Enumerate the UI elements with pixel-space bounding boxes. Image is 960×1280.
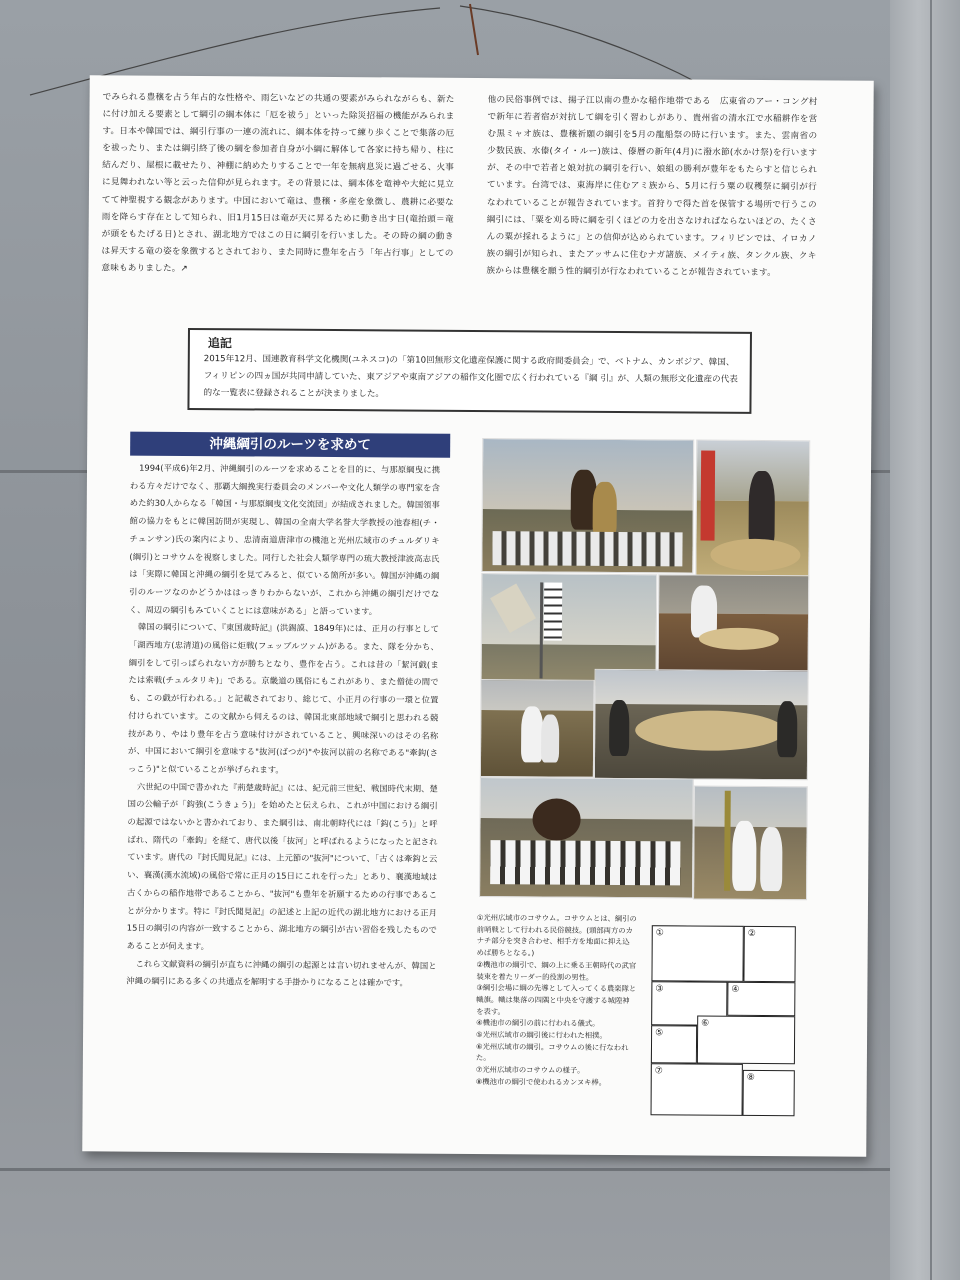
article-paragraph: 1994(平成6)年2月、沖縄綱引のルーツを求めることを目的に、与那原綱曳に携わる方々だけでなく、那覇大綱挽実行委員会のメンバーや文化人類学の専門家を含めた約30人からなる「韓国・与那原綱曳文化交流団」が結成されました。韓国領事館の協力をもとに韓国訪問が実現し、韓国の全南大学名誉大学教授の池春相(チ・チュンサン)氏の案内により、忠清南道唐津市の機池と光州広域市のチュルダリキ(綱引)とコサウムを視察しました。同行した社会人類学専門の琉大教授津波高志氏は「実際に韓国と沖縄の綱引を見てみると、似ている箇所が多い。韓国が沖縄の綱引のルーツなのかどうかははっきりわからないが、これから沖縄の綱引だけでなく、周辺の綱引もみていくことには意味がある」と語っています。	[129, 462, 441, 616]
article-paragraph: 韓国の綱引について、『東国歳時記』(洪錫謨、1849年)には、正月の行事として「湖西地方(忠清道)の風俗に炬戦(フェッブルツァム)がある。また、隊を分かち、綱引をして引っぱられない方が勝ちとなり、豊作を占う。これは昔の「絜河戯(または索戦(チュルタリキ)」である。京畿道の風俗にもこれがあり、また僧徒の間でも、この戯が行われる。」と記載されており、総じて、小正月の行事の一環と位置付けられています。この文献から伺えるのは、韓国北東部地域で綱引と思われる競技があり、やはり豊年を占う意味付けがされていること、興味深いのはその名称が、中国において綱引を意味する"抜河(ばつが)"や抜河以前の名称である"牽鈎(さっこう)"と似ていることが挙げられます。	[127, 621, 439, 775]
top-right-paragraph: 他の民俗事例では、揚子江以南の豊かな稲作地帯である 広東省のアー・コング村で新年に若者宿が対抗して綱を引く習わしがあり、貴州省の清水江で水稲耕作を営む黒ミャオ族は、豊穣祈願の綱引を5月の龍船祭の時に行います。また、雲南省の少数民族、水傣(タイ・ルー)族は、傣暦の新年(4月)に潑水節(水かけ祭)を行いますが、その中で若者と娘対抗の綱引を行い、娘組の勝利が豊年をもたらすと信じられています。台湾では、東海岸に住むアミ族から、5月に行う粟の収穫祭に綱引が行なわれていることが報告されています。首狩りで得た首を保管する場所で行うこの綱引には、「粟を刈る時に綱を引くほどの力を出さなければならないほどの、たくさんの粟が採れるように」との信仰が込められています。フィリピンでは、イロカノ族の綱引が知られ、またアッサムに住むナガ諸族、メイティ族、タンクル族、クキ族からは豊穣を願う性的綱引が行なわれていることが報告されています。	[486, 95, 818, 279]
caption-6: ⑥光州広域市の綱引。コサウムの後に行なわれた。	[475, 1041, 629, 1063]
photo-2	[695, 440, 810, 581]
exhibit-panel	[82, 75, 873, 1156]
caption-8: ⑧機池市の綱引で使われるカンヌキ棒。	[475, 1076, 607, 1087]
section-heading: 沖縄綱引のルーツを求めて	[130, 432, 450, 458]
layout-key-cell-5: ⑤	[651, 1025, 697, 1063]
photo-7	[479, 777, 694, 898]
wall-seam	[0, 1168, 960, 1171]
postscript-body: 2015年12月、国連教育科学文化機関(ユネスコ)の「第10回無形文化遺産保護に関する政府間委員会」で、ベトナム、カンボジア、韓国、フィリピンの四ヵ国が共同申請していた、東アジアや東南アジアの稲作文化圏で広く行われている『綱 引』が、人類の無形文化遺産の代表的な一覧表に登録されることが決まりました。	[203, 354, 738, 400]
article-paragraph: 六世紀の中国で書かれた『荊楚歳時記』には、紀元前三世紀、戦国時代末期、楚国の公輸子が「鈎強(こうきょう)」を始めたと伝えられ、これが中国における綱引の起源ではないかと書かれており、また綱引は、南北朝時代には「鈎(こう)」と呼ばれ、隋代の「牽鈎」を経て、唐代以後「抜河」と呼ばれるようになったと記されています。唐代の『封氏聞見記』には、上元節の"抜河"について、「古くは牽鈎と云い、襄漢(漢水流域)の風俗で常に正月の15日にこれを行った」とあり、襄漢地域は古くからの稲作地帯であることから、"抜河"も豊年を祈願するための行事であることが分かります。特に『封氏聞見記』の記述と上記の近代の湖北地方における正月15日の綱引の内容が一致することから、湖北地方の綱引が古い習俗を残したものであることが伺えます。	[126, 781, 438, 952]
postscript-box	[187, 328, 752, 414]
layout-key-cell-3: ③	[651, 981, 727, 1026]
layout-key-cell-4: ④	[727, 982, 795, 1016]
caption-7: ⑦光州広域市のコサウムの様子。	[475, 1065, 585, 1075]
layout-key-cell-7: ⑦	[651, 1063, 743, 1116]
wall-post	[890, 0, 960, 1280]
caption-3: ③綱引会場に綱の先導として入ってくる農楽隊と幟旗。幟は集落の四隅と中央を守護する城隍神を表す。	[476, 983, 637, 1016]
photo-layout-key	[651, 925, 806, 1118]
top-left-paragraph: でみられる豊穣を占う年占的な性格や、雨乞いなどの共通の要素がみられながらも、新たに付け加える要素として綱引の綱本体に「厄を祓う」といった除災招福の機能がみられます。日本や韓国では、綱引行事の一連の流れに、綱本体を持って練り歩くことで集落の厄を祓ったり、または綱引終了後の綱を参加者自身が小綱に解体して各家に持ち帰り、柱に結んだり、屋根に載せたり、神棚に納めたりすることで一年を無病息災に過ごせる、火事に見舞われない等と云った信仰が見られます。その背景には、綱本体を竜神や大蛇に見立てて神聖視する観念があります。中国において竜は、豊穣・多産を象徴し、農耕に必要な雨を降らす存在として知られ、旧1月15日は竜が天に昇るために動き出す日(竜抬頭＝竜が頭をもたげる日)とされ、湖北地方ではこの日に綱引を行いました。その時の綱の動きは昇天する竜の姿を象徴するとされており、また同時に豊年を占う「年占行事」としての意味もありました。↗	[101, 92, 455, 274]
caption-2: ②機池市の綱引で、綱の上に乗る王朝時代の武官装束を着たリーダー的役割の男性。	[476, 959, 637, 982]
layout-key-cell-6: ⑥	[697, 1016, 795, 1065]
caption-5: ⑤光州広域市の綱引後に行われた相撲。	[476, 1030, 607, 1040]
photo-6	[594, 669, 809, 780]
postscript-title: 追記	[207, 336, 232, 351]
wall-post-line	[930, 0, 932, 1280]
photo-4	[658, 574, 810, 679]
article-body	[126, 460, 440, 993]
photo-captions	[476, 912, 637, 1089]
caption-4: ④機池市の綱引の前に行われる儀式。	[476, 1018, 600, 1029]
photo-5	[480, 679, 595, 778]
article-paragraph: これら文献資料の綱引が直ちに沖縄の綱引の起源とは言い切れませんが、韓国と沖縄の綱引にある多くの共通点を解明する手掛かりになることは確かです。	[126, 958, 437, 988]
layout-key-cell-8: ⑧	[743, 1070, 795, 1116]
photo-1	[481, 438, 694, 573]
layout-key-cell-1: ①	[651, 925, 743, 982]
caption-1: ①光州広域市のコサウム。コサウムとは、綱引の前哨戦として行われる民俗競技。(頭部両方のカナチ部分を突き合わせ、相手方を地面に抑え込めば勝ちとなる。)	[476, 912, 637, 958]
photo-8	[693, 786, 808, 901]
layout-key-cell-2: ②	[743, 926, 795, 982]
